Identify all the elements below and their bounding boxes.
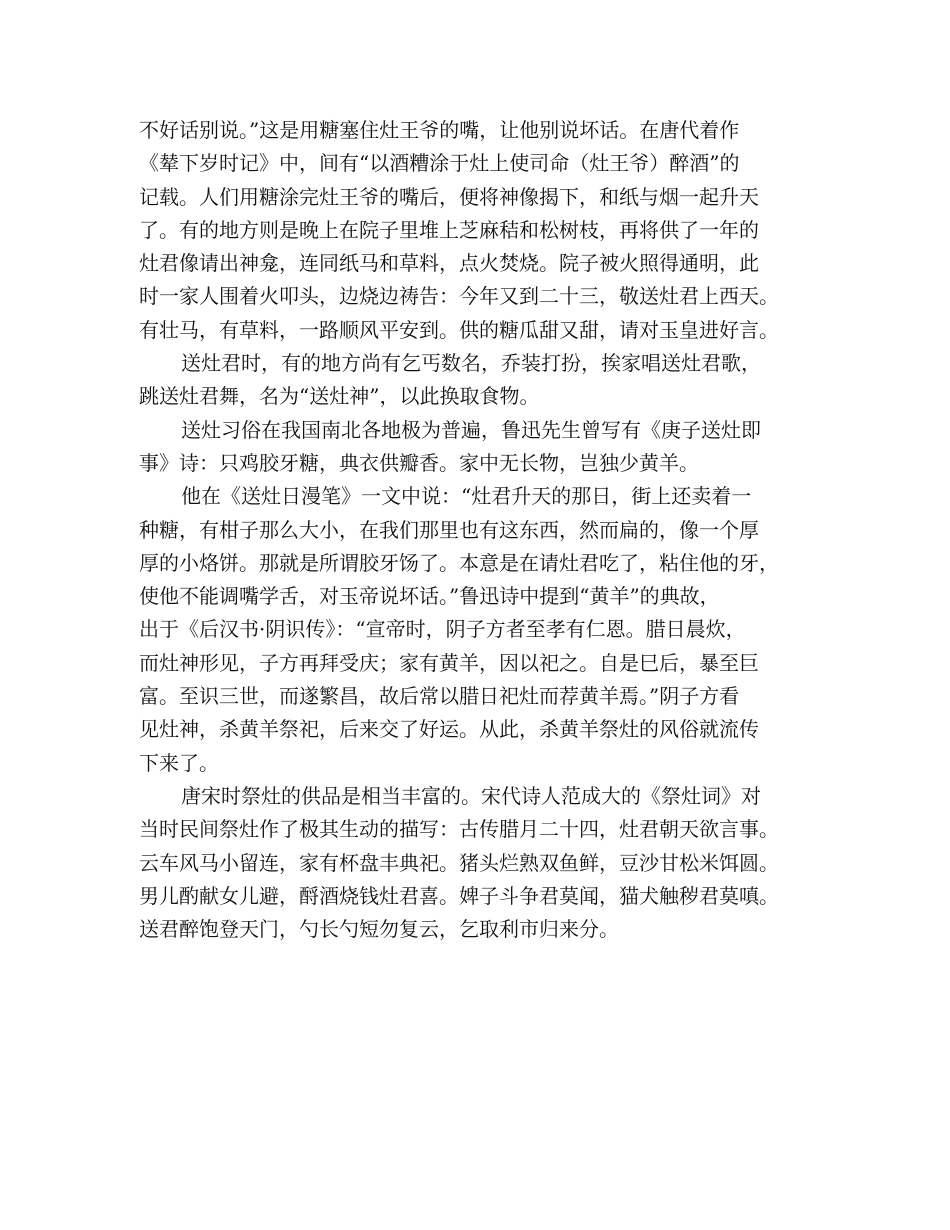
text-line: 时一家人围着火叩头，边烧边祷告：今年又到二十三，敬送灶君上西天。 [139,284,779,309]
text-line: 有壮马，有草料，一路顺风平安到。供的糖瓜甜又甜，请对玉皇进好言。 [139,317,779,342]
text-line: 送灶习俗在我国南北各地极为普遍，鲁迅先生曾写有《庚子送灶即 [181,417,761,442]
text-line: 下来了。 [139,750,219,775]
text-line: 出于《后汉书·阴识传》：“宣帝时，阴子方者至孝有仁恩。腊日晨炊， [139,617,746,642]
text-line: 使他不能调嘴学舌，对玉帝说坏话。”鲁迅诗中提到“黄羊”的典故， [139,584,720,609]
text-line: 见灶神，杀黄羊祭祀，后来交了好运。从此，杀黄羊祭灶的风俗就流传 [139,717,759,742]
paragraph [139,114,829,347]
paragraph [139,347,829,414]
text-line: 跳送灶君舞，名为“送灶神”，以此换取食物。 [139,384,540,409]
text-line: 厚的小烙饼。那就是所谓胶牙饧了。本意是在请灶君吃了，粘住他的牙， [139,550,779,575]
text-line: 事》诗：只鸡胶牙糖，典衣供瓣香。家中无长物，岂独少黄羊。 [139,450,699,475]
text-line: 种糖，有柑子那么大小，在我们那里也有这东西，然而扁的，像一个厚 [139,517,759,542]
text-line: 云车风马小留连，家有杯盘丰典祀。猪头烂熟双鱼鲜，豆沙甘松米饵圆。 [139,850,779,875]
text-line: 而灶神形见，子方再拜受庆；家有黄羊，因以祀之。自是巳后，暴至巨 [139,650,759,675]
text-line: 他在《送灶日漫笔》一文中说：“灶君升天的那日，街上还卖着一 [181,484,752,509]
text-line: 记载。人们用糖涂完灶王爷的嘴后，便将神像揭下，和纸与烟一起升天 [139,184,759,209]
text-line: 男儿酌献女儿避，酹酒烧钱灶君喜。婢子斗争君莫闻，猫犬触秽君莫嗔。 [139,883,779,908]
text-line: 唐宋时祭灶的供品是相当丰富的。宋代诗人范成大的《祭灶词》对 [181,783,761,808]
text-line: 了。有的地方则是晚上在院子里堆上芝麻秸和松树枝，再将供了一年的 [139,217,759,242]
text-line: 《辇下岁时记》中，间有“以酒糟涂于灶上使司命（灶王爷）醉酒”的 [139,151,740,176]
paragraph [139,480,829,780]
text-line: 当时民间祭灶作了极其生动的描写：古传腊月二十四，灶君朝天欲言事。 [139,817,779,842]
text-line: 富。至识三世，而遂繁昌，故后常以腊日祀灶而荐黄羊焉。”阴子方看 [139,684,740,709]
text-line: 送君醉饱登天门，勺长勺短勿复云，乞取利市归来分。 [139,917,619,942]
paragraph [139,414,829,481]
text-line: 灶君像请出神龛，连同纸马和草料，点火焚烧。院子被火照得通明，此 [139,251,759,276]
document-body [139,114,829,946]
text-line: 送灶君时，有的地方尚有乞丐数名，乔装打扮，挨家唱送灶君歌， [181,351,761,376]
text-line: 不好话别说。”这是用糖塞住灶王爷的嘴，让他别说坏话。在唐代着作 [139,118,740,142]
paragraph [139,780,829,946]
